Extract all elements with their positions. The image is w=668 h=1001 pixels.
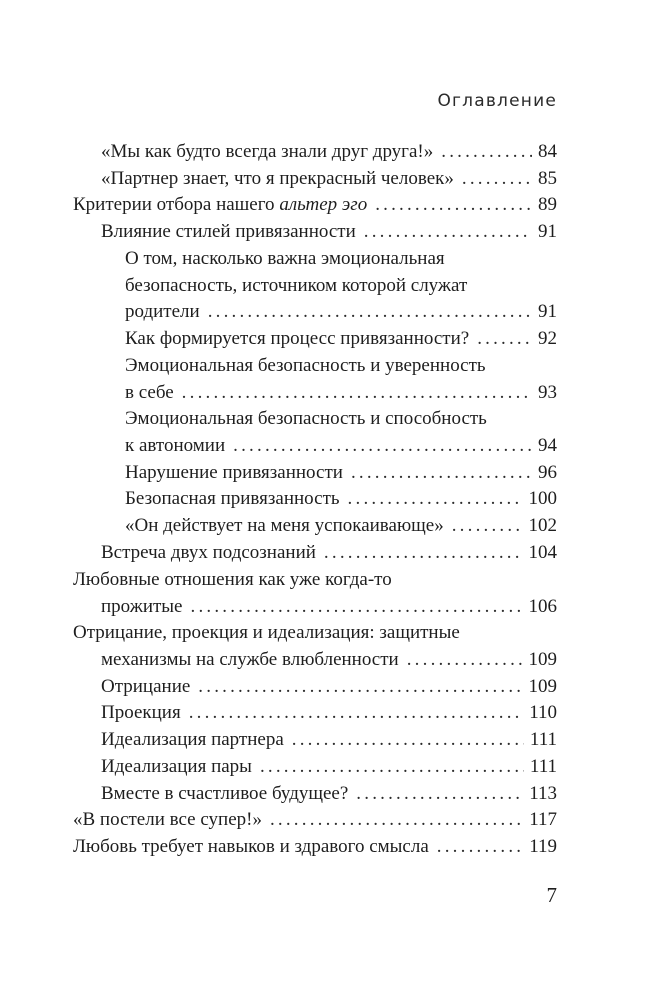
toc-entry[interactable]	[101, 727, 557, 754]
toc-entry-title-italic: альтер эго	[279, 194, 368, 215]
toc-entry[interactable]	[101, 540, 557, 567]
leader-dots	[348, 486, 523, 512]
toc-entry[interactable]	[73, 567, 557, 620]
toc-entry-page: 92	[538, 328, 557, 349]
toc-entry-title: «В постели все супер!»	[73, 809, 262, 830]
toc-entry[interactable]	[125, 353, 557, 406]
toc-entry-page: 84	[538, 141, 557, 162]
toc-entry-page: 113	[529, 783, 557, 804]
toc-entry-title: О том, насколько важна эмоциональная	[125, 248, 445, 269]
leader-dots	[375, 192, 532, 218]
toc-entry-title: «Партнер знает, что я прекрасный человек»	[101, 168, 454, 189]
leader-dots	[407, 647, 523, 673]
toc-entry-title: Отрицание, проекция и идеализация: защитные	[73, 622, 460, 643]
toc-entry-title: прожитые	[101, 595, 183, 617]
toc-entry-page: 106	[528, 595, 557, 617]
toc-entry-title: Проекция	[101, 702, 181, 723]
toc-entry[interactable]	[73, 834, 557, 861]
toc-entry[interactable]	[101, 781, 557, 808]
toc-entry-title: Нарушение привязанности	[125, 462, 343, 483]
running-head: Оглавление	[437, 91, 557, 111]
toc-entry[interactable]	[101, 674, 557, 701]
leader-dots	[364, 219, 532, 245]
toc-entry-page: 89	[538, 194, 557, 215]
toc-entry[interactable]	[101, 139, 557, 166]
toc-entry[interactable]	[101, 219, 557, 246]
toc-entry-page: 100	[528, 488, 557, 509]
leader-dots	[182, 380, 532, 406]
leader-dots	[191, 594, 523, 620]
toc-entry-title: Эмоциональная безопасность и уверенность	[125, 355, 486, 376]
toc-entry[interactable]	[125, 486, 557, 513]
leader-dots	[233, 433, 532, 459]
toc-entry-title: безопасность, источником которой служат	[125, 274, 468, 296]
page-number: 7	[546, 883, 557, 907]
toc-entry-page: 91	[538, 221, 557, 242]
leader-dots	[356, 781, 523, 807]
toc-entry-page: 85	[538, 168, 557, 189]
toc-entry[interactable]	[73, 192, 557, 219]
toc-entry-title: родители	[125, 301, 200, 323]
toc-entry[interactable]	[101, 166, 557, 193]
toc-entry-title: «Мы как будто всегда знали друг друга!»	[101, 141, 434, 162]
toc-entry-page: 111	[529, 729, 557, 750]
toc-entry-title	[73, 192, 367, 218]
leader-dots	[351, 460, 532, 486]
toc-entry[interactable]	[125, 406, 557, 459]
toc-entry-title: Как формируется процесс привязанности?	[125, 328, 470, 349]
toc-entry[interactable]	[125, 326, 557, 353]
leader-dots	[292, 727, 524, 753]
leader-dots	[198, 674, 522, 700]
toc-entry-title: Вместе в счастливое будущее?	[101, 783, 349, 804]
toc-entry[interactable]	[125, 246, 557, 326]
toc-entry-page: 96	[538, 462, 557, 483]
toc-entry[interactable]	[101, 754, 557, 781]
toc-entry-title: Любовные отношения как уже когда-то	[73, 569, 392, 590]
toc-entry[interactable]	[73, 807, 557, 834]
toc-entry-title: Идеализация пары	[101, 756, 252, 777]
toc-entry-title: Любовь требует навыков и здравого смысла	[73, 836, 429, 857]
toc-entry-title: к автономии	[125, 434, 226, 456]
toc-entry-page: 117	[529, 809, 557, 830]
toc-entry-page: 109	[528, 676, 557, 697]
leader-dots	[324, 540, 523, 566]
leader-dots	[189, 700, 524, 726]
toc-entry-page: 119	[529, 836, 557, 857]
toc-entry-title: Влияние стилей привязанности	[101, 221, 356, 242]
toc-entry-title-text: Критерии отбора нашего	[73, 194, 280, 215]
leader-dots	[208, 299, 532, 325]
toc-entry-page: 104	[528, 542, 557, 563]
leader-dots	[437, 834, 523, 860]
toc-entry-title: Идеализация партнера	[101, 729, 284, 750]
toc-entry-title: Встреча двух подсознаний	[101, 542, 316, 563]
toc-entry[interactable]	[125, 513, 557, 540]
toc-entry-page: 109	[528, 648, 557, 670]
toc-entry-page: 91	[538, 301, 557, 323]
toc-entry-title: Эмоциональная безопасность и способность	[125, 408, 487, 429]
leader-dots	[477, 326, 532, 352]
leader-dots	[462, 166, 532, 192]
toc-entry-title: механизмы на службе влюбленности	[101, 648, 399, 670]
toc-entry-page: 110	[529, 702, 557, 723]
toc-entry-page: 93	[538, 381, 557, 403]
toc-entry-page: 111	[529, 756, 557, 777]
toc-entry-title: Безопасная привязанность	[125, 488, 340, 509]
leader-dots	[260, 754, 524, 780]
leader-dots	[441, 139, 532, 165]
toc-entry-title: Отрицание	[101, 676, 191, 697]
toc-entry[interactable]	[125, 460, 557, 487]
toc-entry[interactable]	[73, 620, 557, 673]
toc-entry-page: 94	[538, 434, 557, 456]
toc-entry[interactable]	[101, 700, 557, 727]
leader-dots	[452, 513, 523, 539]
toc-entry-title: «Он действует на меня успокаивающе»	[125, 515, 444, 536]
leader-dots	[270, 807, 523, 833]
toc-entry-title: в себе	[125, 381, 174, 403]
toc-entry-page: 102	[528, 515, 557, 536]
